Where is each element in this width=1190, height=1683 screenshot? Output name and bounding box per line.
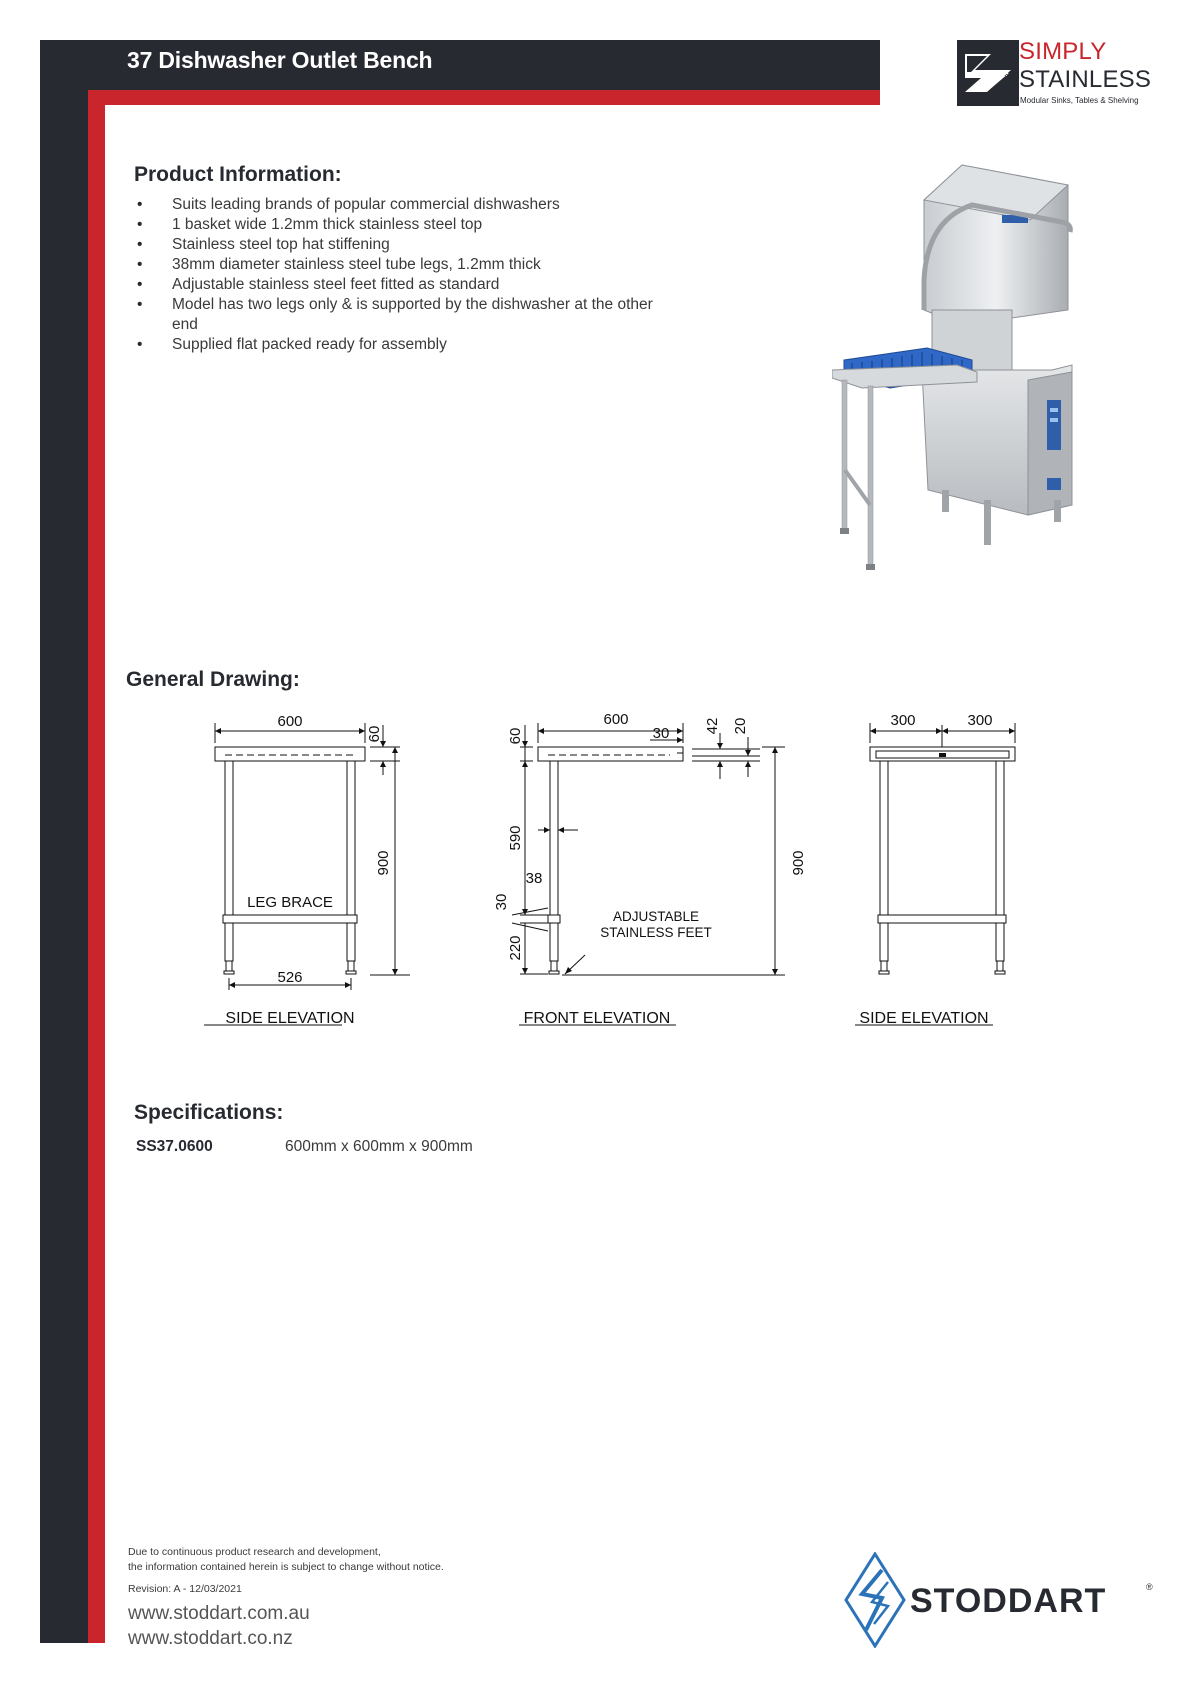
- list-item: • Stainless steel top hat stiffening: [133, 235, 653, 255]
- leg-brace-label: LEG BRACE: [247, 894, 333, 911]
- dim-30-label: 30: [493, 893, 510, 911]
- registered-mark: ®: [1146, 1582, 1153, 1592]
- list-item: • Model has two legs only & is supported by the dishwasher at the other end: [133, 295, 653, 335]
- specifications-heading: Specifications:: [134, 1101, 284, 1124]
- dim-height-label: 900: [375, 850, 392, 876]
- front-elevation-caption: FRONT ELEVATION: [523, 1010, 671, 1027]
- left-dark-band: [40, 40, 88, 1643]
- brand-line-2: STAINLESS: [1019, 66, 1152, 93]
- dim-height-label: 900: [790, 850, 807, 876]
- dim-right-label: 300: [967, 712, 993, 729]
- spec-dimensions: 600mm x 600mm x 900mm: [285, 1138, 473, 1155]
- website-au-link[interactable]: www.stoddart.com.au: [128, 1603, 310, 1624]
- dim-top-label: 60: [366, 725, 383, 743]
- simply-stainless-logo: [957, 38, 1157, 108]
- dim-feet-label: 526: [277, 969, 303, 986]
- brand-tagline: Modular Sinks, Tables & Shelving: [1020, 96, 1139, 105]
- disclaimer-line: the information contained herein is subject to change without notice.: [128, 1561, 444, 1573]
- dim-width-label: 600: [277, 713, 303, 730]
- revision-note: Revision: A - 12/03/2021: [128, 1583, 242, 1595]
- spec-code: SS37.0600: [136, 1138, 213, 1155]
- dim-20-label: 20: [732, 717, 749, 735]
- product-info-heading: Product Information:: [134, 163, 342, 186]
- brand-line-1: SIMPLY: [1019, 38, 1107, 65]
- list-item: • Suits leading brands of popular commercial dishwashers: [133, 195, 653, 215]
- left-red-band: [88, 90, 105, 1643]
- dim-220-label: 220: [507, 935, 524, 961]
- dim-38-label: 38: [525, 870, 543, 887]
- list-item: • Adjustable stainless steel feet fitted as standard: [133, 275, 653, 295]
- product-info-list: [133, 195, 653, 355]
- page-title: 37 Dishwasher Outlet Bench: [127, 47, 433, 73]
- dim-left-label: 300: [890, 712, 916, 729]
- dim-top-label: 60: [507, 727, 524, 745]
- general-drawing-heading: General Drawing:: [126, 668, 300, 691]
- list-item: • Supplied flat packed ready for assembly: [133, 335, 653, 355]
- stoddart-mark-icon: [844, 1552, 906, 1648]
- side-elevation-caption: SIDE ELEVATION: [225, 1010, 355, 1027]
- stoddart-wordmark: STODDART: [910, 1582, 1107, 1620]
- adjustable-feet-label: ADJUSTABLE: [612, 909, 700, 924]
- stoddart-logo: [844, 1548, 1164, 1648]
- disclaimer-line: Due to continuous product research and development,: [128, 1546, 381, 1558]
- list-item: • 1 basket wide 1.2mm thick stainless steel top: [133, 215, 653, 235]
- dim-590-label: 590: [507, 825, 524, 851]
- adjustable-feet-label: STAINLESS FEET: [600, 925, 712, 940]
- dim-42-label: 42: [704, 717, 721, 735]
- general-drawing: [120, 695, 1120, 1055]
- disclaimer: [128, 1545, 444, 1575]
- list-item: • 38mm diameter stainless steel tube legs, 1.2mm thick: [133, 255, 653, 275]
- dim-lip-label: 30: [652, 725, 670, 742]
- simply-stainless-mark-icon: [957, 40, 1019, 106]
- side-elevation-caption: SIDE ELEVATION: [859, 1010, 989, 1027]
- product-photo: [832, 160, 1092, 615]
- website-nz-link[interactable]: www.stoddart.co.nz: [128, 1628, 293, 1649]
- dim-width-label: 600: [603, 711, 629, 728]
- header-red-stripe: [88, 90, 880, 105]
